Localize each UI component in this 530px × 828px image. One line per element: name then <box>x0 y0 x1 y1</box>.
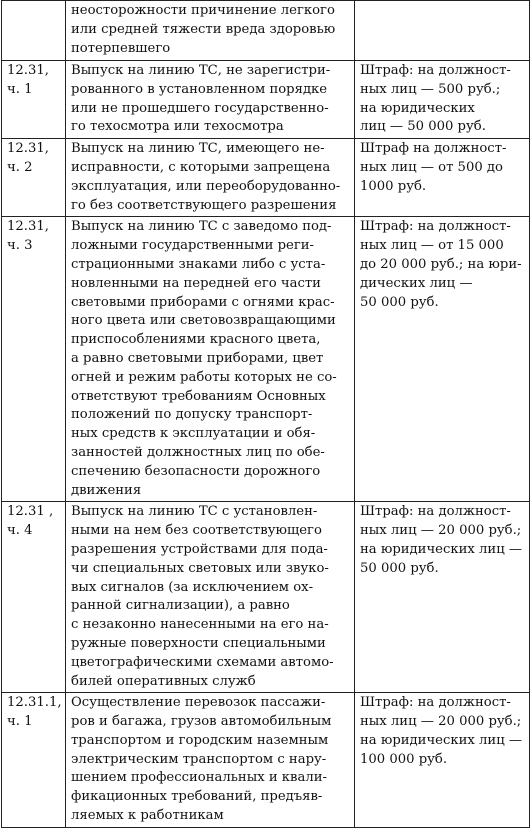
description-cell <box>66 502 355 693</box>
article-line: 12.31, <box>7 141 49 157</box>
description-line: ранной сигнализации), а равно <box>71 598 290 614</box>
article-line: 12.31, <box>7 63 49 78</box>
fines-table-body <box>2 1 530 828</box>
penalty-line: ных лиц — 20 000 руб.; <box>360 714 522 730</box>
description-line: приспособлениями красного цвета, <box>71 332 321 348</box>
penalty-line: ных лиц — от 500 до <box>360 159 503 175</box>
article-cell <box>2 139 66 217</box>
description-line: а равно световыми приборами, цвет <box>71 350 324 366</box>
article-line: 12.31, <box>7 219 49 235</box>
description-line: или средней тяжести вреда здоровью <box>71 21 336 37</box>
description-line: го техосмотра или техосмотра <box>71 119 284 135</box>
description-line: фикационных требований, предъяв- <box>71 789 323 805</box>
description-line: ложными государственными реги- <box>71 238 315 254</box>
penalty-line: до 20 000 руб.; на юри- <box>360 256 522 272</box>
penalty-line: на юридических лиц — <box>360 541 523 557</box>
description-line: исправности, с которыми запрещена <box>71 159 331 175</box>
table-row <box>2 1 530 61</box>
description-line: ров и багажа, грузов автомобильным <box>71 714 332 730</box>
description-line: страционными знаками либо с уста- <box>71 256 326 272</box>
description-line: световыми приборами с огнями крас- <box>71 294 335 310</box>
description-cell <box>66 693 355 828</box>
description-line: вых сигналов (за исключением ох- <box>71 579 314 595</box>
description-line: чи специальных световых или звуко- <box>71 560 329 576</box>
penalty-line: Штраф: на должност- <box>360 219 511 235</box>
penalty-line: ных лиц — 500 руб.; <box>360 81 501 97</box>
article-line: ч. 4 <box>7 523 33 539</box>
article-cell <box>2 217 66 502</box>
penalty-line: 50 000 руб. <box>360 294 439 310</box>
penalty-line: 50 000 руб. <box>360 560 439 576</box>
description-cell <box>66 1 355 61</box>
penalty-line: ных лиц — от 15 000 <box>360 238 504 254</box>
article-cell <box>2 693 66 828</box>
description-line: новленными на передней его части <box>71 275 321 291</box>
description-cell <box>66 217 355 502</box>
penalty-cell <box>355 139 530 217</box>
description-line: Выпуск на линию ТС, не зарегистри- <box>71 63 331 78</box>
description-line: занностей должностных лиц по обе- <box>71 444 325 460</box>
table-row <box>2 217 530 502</box>
description-line: огней и режим работы которых не со- <box>71 369 337 385</box>
description-line: разрешения устройствами для пода- <box>71 541 328 557</box>
penalty-line: Штраф: на должност- <box>360 63 511 78</box>
fines-table <box>1 0 530 828</box>
penalty-line: Штраф на должност- <box>360 141 507 157</box>
description-line: Выпуск на линию ТС, имеющего не- <box>71 141 325 157</box>
description-line: электрическим транспортом с нару- <box>71 751 327 767</box>
article-cell <box>2 1 66 61</box>
table-row <box>2 693 530 828</box>
penalty-line: лиц — 50 000 руб. <box>360 119 486 135</box>
penalty-line: 1000 руб. <box>360 178 427 194</box>
description-line: го без соответствующего разрешения <box>71 197 337 213</box>
penalty-line: Штраф: на должност- <box>360 504 511 520</box>
penalty-line: 100 000 руб. <box>360 751 448 767</box>
penalty-line: Штраф: на должност- <box>360 695 511 711</box>
article-cell <box>2 502 66 693</box>
description-line: цветографическими схемами автомо- <box>71 654 334 670</box>
description-line: движения <box>71 482 142 498</box>
article-line: 12.31 , <box>7 504 54 520</box>
article-line: ч. 3 <box>7 238 33 254</box>
description-line: Осуществление перевозок пассажи- <box>71 695 326 711</box>
description-line: положений по допуску транспорт- <box>71 407 313 423</box>
table-row <box>2 139 530 217</box>
description-line: спечению безопасности дорожного <box>71 463 321 479</box>
article-line: ч. 1 <box>7 714 33 730</box>
penalty-line: ных лиц — 20 000 руб.; <box>360 523 522 539</box>
description-line: ляемых к работникам <box>71 808 224 824</box>
description-line: транспортом и городским наземным <box>71 732 329 748</box>
description-line: или не прошедшего государственно- <box>71 100 329 116</box>
description-line: шением профессиональных и квали- <box>71 770 327 786</box>
description-line: ружные поверхности специальными <box>71 635 326 651</box>
description-line: ных средств к эксплуатации и обя- <box>71 426 316 442</box>
penalty-line: дических лиц — <box>360 275 473 291</box>
description-line: рованного в установленном порядке <box>71 81 328 97</box>
description-line: неосторожности причинение легкого <box>71 3 335 18</box>
article-line: ч. 1 <box>7 81 33 97</box>
description-line: ными на нем без соответствующего <box>71 523 322 539</box>
article-cell <box>2 61 66 139</box>
penalty-cell <box>355 502 530 693</box>
article-line: 12.31.1, <box>7 695 62 711</box>
penalty-line: на юридических лиц — <box>360 732 523 748</box>
description-line: эксплуатация, или переоборудованно- <box>71 178 341 194</box>
penalty-cell <box>355 693 530 828</box>
description-line: ответствуют требованиям Основных <box>71 388 326 404</box>
table-row <box>2 61 530 139</box>
penalty-cell <box>355 217 530 502</box>
penalty-cell <box>355 1 530 61</box>
description-line: с незаконно нанесенными на его на- <box>71 617 329 633</box>
description-line: Выпуск на линию ТС с заведомо под- <box>71 219 332 235</box>
penalty-cell <box>355 61 530 139</box>
description-cell <box>66 139 355 217</box>
description-line: Выпуск на линию ТС с установлен- <box>71 504 318 520</box>
description-cell <box>66 61 355 139</box>
description-line: потерпевшего <box>71 40 171 56</box>
penalty-line: на юридических <box>360 100 475 116</box>
description-line: билей оперативных служб <box>71 673 256 689</box>
description-line: ного цвета или световозвращающими <box>71 313 336 329</box>
article-line: ч. 2 <box>7 159 33 175</box>
table-row <box>2 502 530 693</box>
